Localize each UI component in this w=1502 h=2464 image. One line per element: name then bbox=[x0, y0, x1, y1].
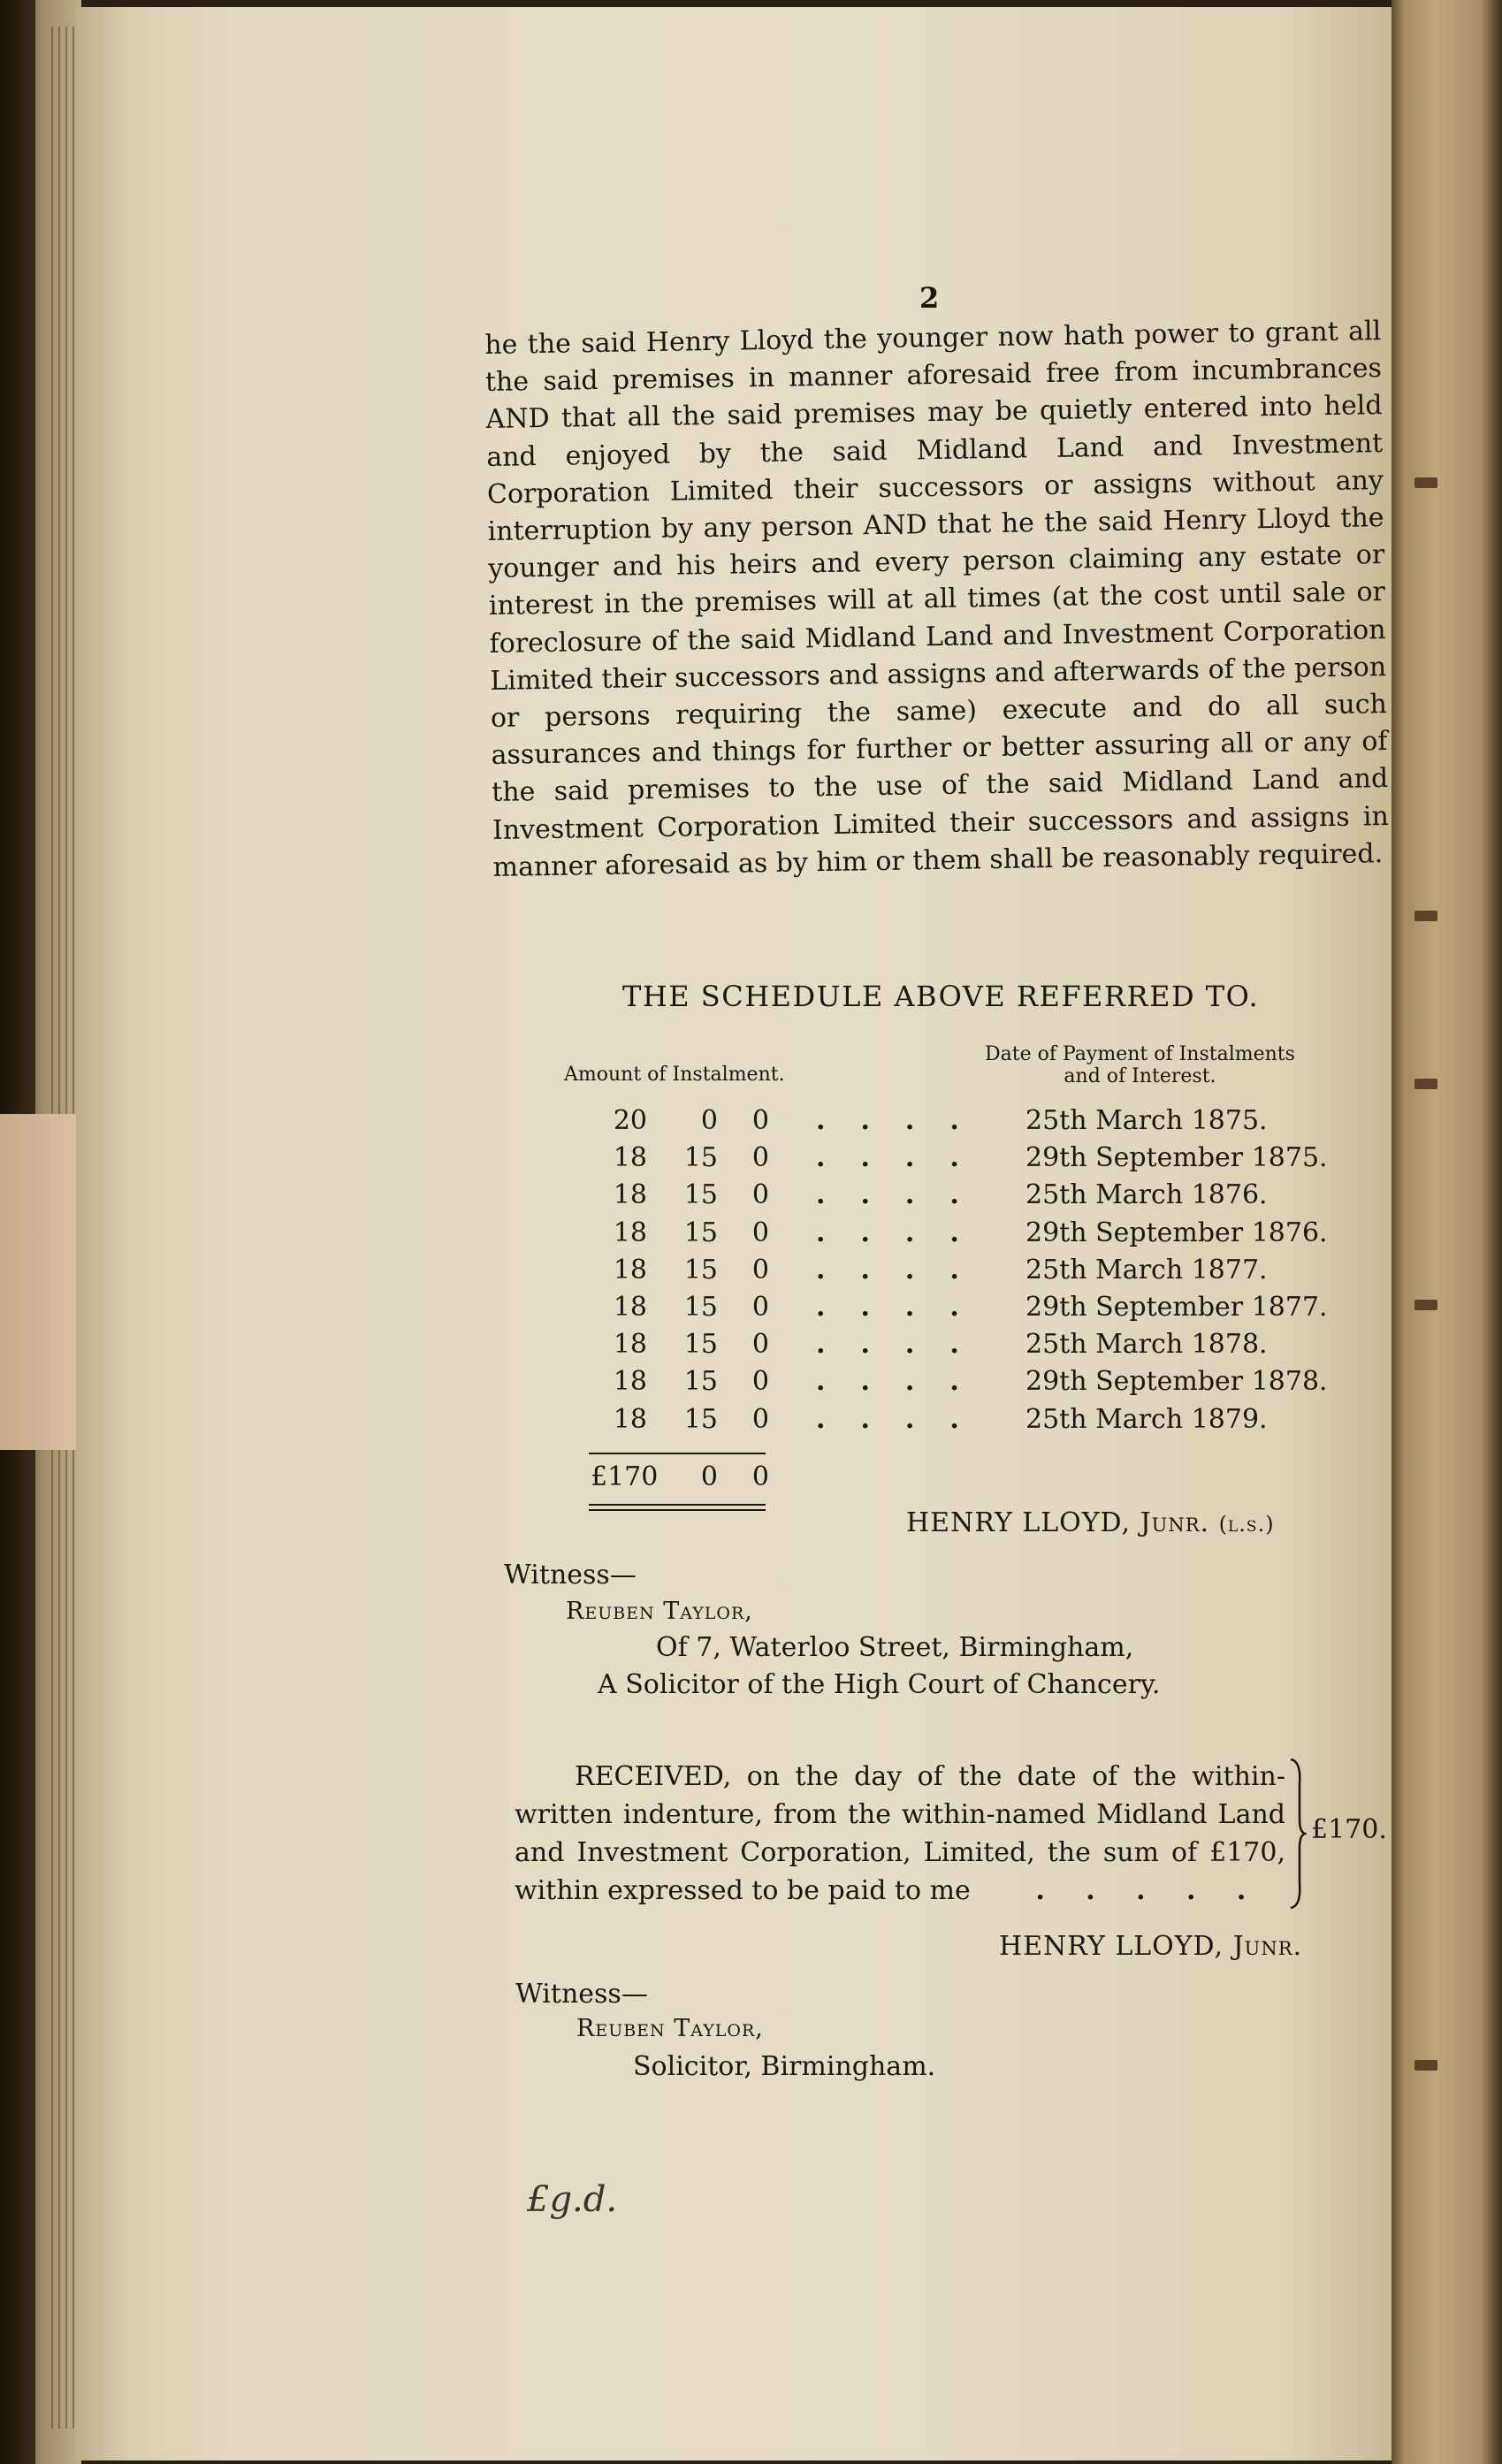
total-rule-double-1 bbox=[589, 1504, 766, 1506]
witness-2-label: Witness— bbox=[515, 1979, 648, 2010]
signature-henry-lloyd-1 bbox=[906, 1507, 1275, 1538]
leader-dots: .... bbox=[816, 1105, 995, 1136]
signatory-name: HENRY LLOYD, bbox=[999, 1931, 1224, 1962]
instalment-shillings: 0 bbox=[700, 1105, 718, 1136]
payment-date: 25th March 1879. bbox=[1025, 1403, 1268, 1435]
leader-dots: .... bbox=[816, 1403, 995, 1435]
instalment-pounds: 18 bbox=[613, 1217, 647, 1248]
payment-date: 29th September 1877. bbox=[1025, 1292, 1328, 1323]
leader-dots: .... bbox=[816, 1329, 995, 1361]
page-number: 2 bbox=[919, 281, 940, 315]
instalment-pounds: 18 bbox=[613, 1403, 647, 1435]
instalment-shillings: 15 bbox=[683, 1179, 718, 1211]
payment-date: 29th September 1875. bbox=[1025, 1142, 1328, 1174]
receipt-line-4 bbox=[515, 1872, 1285, 1910]
receipt-text bbox=[515, 1758, 1285, 1910]
instalment-shillings: 15 bbox=[683, 1217, 718, 1248]
right-page-tab bbox=[1414, 1079, 1437, 1089]
seal-mark: (l.s.) bbox=[1218, 1512, 1275, 1537]
leader-dots: .... bbox=[816, 1142, 995, 1174]
right-page-tab bbox=[1414, 477, 1437, 488]
instalment-pence: 0 bbox=[751, 1179, 769, 1211]
witness-1-label: Witness— bbox=[504, 1560, 637, 1591]
body-paragraph: he the said Henry Lloyd the younger now hath power to grant all the said premises in manner aforesaid free from incumbrances AND that all the said premises may be quietly entered into held and enjoyed by the said Midland Land and Investment Corporation Limited their successors or assigns without any interruption by any person AND that he the said Henry Lloyd the younger and his heirs and every person claiming any estate or interest in the premises will at all times (at the cost until sale or foreclosure of the said Midland Land and Investment Corporation Limited their successors and assigns and afterwards of the person or persons requiring the same) execute and do all such assurances and things for further or better assuring all or any of the said premises to the use of the said Midland Land and Investment Corporation Limited their successors and assigns in manner aforesaid as by him or them shall be reasonably required. bbox=[484, 316, 1390, 883]
leader-dots: .... bbox=[816, 1217, 995, 1248]
right-page-stack bbox=[1391, 0, 1502, 2464]
payment-date: 29th September 1876. bbox=[1025, 1217, 1328, 1248]
receipt-line-4-text: within expressed to be paid to me bbox=[515, 1875, 971, 1906]
instalment-pence: 0 bbox=[751, 1292, 769, 1323]
right-page-tab bbox=[1414, 911, 1437, 921]
payment-date: 25th March 1875. bbox=[1025, 1105, 1268, 1136]
instalment-pounds: 18 bbox=[613, 1366, 647, 1398]
witness-1-name: Reuben Taylor, bbox=[566, 1598, 753, 1625]
witness-1-address: Of 7, Waterloo Street, Birmingham, bbox=[656, 1632, 1134, 1663]
receipt-leader-dots: . . . . . bbox=[1035, 1875, 1262, 1906]
payment-date: 29th September 1878. bbox=[1025, 1366, 1328, 1398]
payment-date: 25th March 1878. bbox=[1025, 1329, 1268, 1361]
instalment-shillings: 15 bbox=[683, 1366, 718, 1398]
left-sheet-fragment bbox=[0, 1114, 76, 1450]
instalment-pounds: 18 bbox=[613, 1179, 647, 1211]
instalment-shillings: 15 bbox=[683, 1329, 718, 1361]
witness-2-title: Solicitor, Birmingham. bbox=[633, 2051, 936, 2082]
receipt-line-1: RECEIVED, on the day of the date of the within- bbox=[575, 1761, 1285, 1792]
leader-dots: .... bbox=[816, 1366, 995, 1398]
instalment-shillings: 15 bbox=[683, 1142, 718, 1174]
instalment-shillings: 15 bbox=[683, 1403, 718, 1435]
amount-column-header: Amount of Instalment. bbox=[564, 1064, 785, 1086]
right-page-tab bbox=[1414, 1300, 1437, 1310]
instalment-pence: 0 bbox=[751, 1254, 769, 1285]
receipt-amount: £170. bbox=[1311, 1814, 1387, 1845]
instalment-pounds: 18 bbox=[613, 1142, 647, 1174]
witness-1-title: A Solicitor of the High Court of Chancery. bbox=[598, 1669, 1161, 1700]
instalment-pence: 0 bbox=[751, 1366, 769, 1398]
instalment-shillings: 15 bbox=[683, 1254, 718, 1285]
signatory-name: HENRY LLOYD, bbox=[906, 1507, 1132, 1538]
date-column-header bbox=[985, 1043, 1295, 1087]
instalment-pounds: 18 bbox=[613, 1329, 647, 1361]
receipt-line-2: written indenture, from the within-named Midland Land bbox=[515, 1799, 1285, 1830]
instalment-pounds: 18 bbox=[613, 1292, 647, 1323]
leader-dots: .... bbox=[816, 1179, 995, 1211]
witness-2-name: Reuben Taylor, bbox=[576, 2015, 764, 2042]
date-header-line1: Date of Payment of Instalments bbox=[985, 1043, 1295, 1065]
signature-henry-lloyd-2 bbox=[999, 1931, 1302, 1962]
instalment-pounds: 20 bbox=[613, 1105, 647, 1136]
instalment-pence: 0 bbox=[751, 1105, 769, 1136]
pencil-annotation: £g.d. bbox=[527, 2179, 618, 2220]
leader-dots: .... bbox=[816, 1292, 995, 1323]
date-header-line2: and of Interest. bbox=[1064, 1065, 1216, 1087]
instalment-pence: 0 bbox=[751, 1142, 769, 1174]
body-text bbox=[484, 313, 1390, 887]
payment-date: 25th March 1876. bbox=[1025, 1179, 1268, 1211]
right-brace-icon bbox=[1287, 1758, 1307, 1910]
receipt-line-3: and Investment Corporation, Limited, the sum of £170, bbox=[515, 1837, 1285, 1868]
total-rule-top bbox=[589, 1453, 766, 1454]
payment-date: 25th March 1877. bbox=[1025, 1254, 1268, 1285]
instalment-pence: 0 bbox=[751, 1329, 769, 1361]
right-page-tab bbox=[1414, 2060, 1437, 2071]
instalment-pence: 0 bbox=[751, 1217, 769, 1248]
leader-dots: .... bbox=[816, 1254, 995, 1285]
schedule-title: THE SCHEDULE ABOVE REFERRED TO. bbox=[622, 980, 1260, 1013]
signatory-suffix: Junr. bbox=[1140, 1507, 1210, 1538]
instalment-pence: 0 bbox=[751, 1403, 769, 1435]
total-pounds: £170 bbox=[591, 1461, 659, 1492]
total-rule-double-2 bbox=[589, 1509, 766, 1511]
total-shillings: 0 bbox=[700, 1461, 718, 1492]
signatory-suffix: Junr. bbox=[1232, 1931, 1303, 1962]
instalment-shillings: 15 bbox=[683, 1292, 718, 1323]
instalment-pounds: 18 bbox=[613, 1254, 647, 1285]
total-pence: 0 bbox=[751, 1461, 769, 1492]
